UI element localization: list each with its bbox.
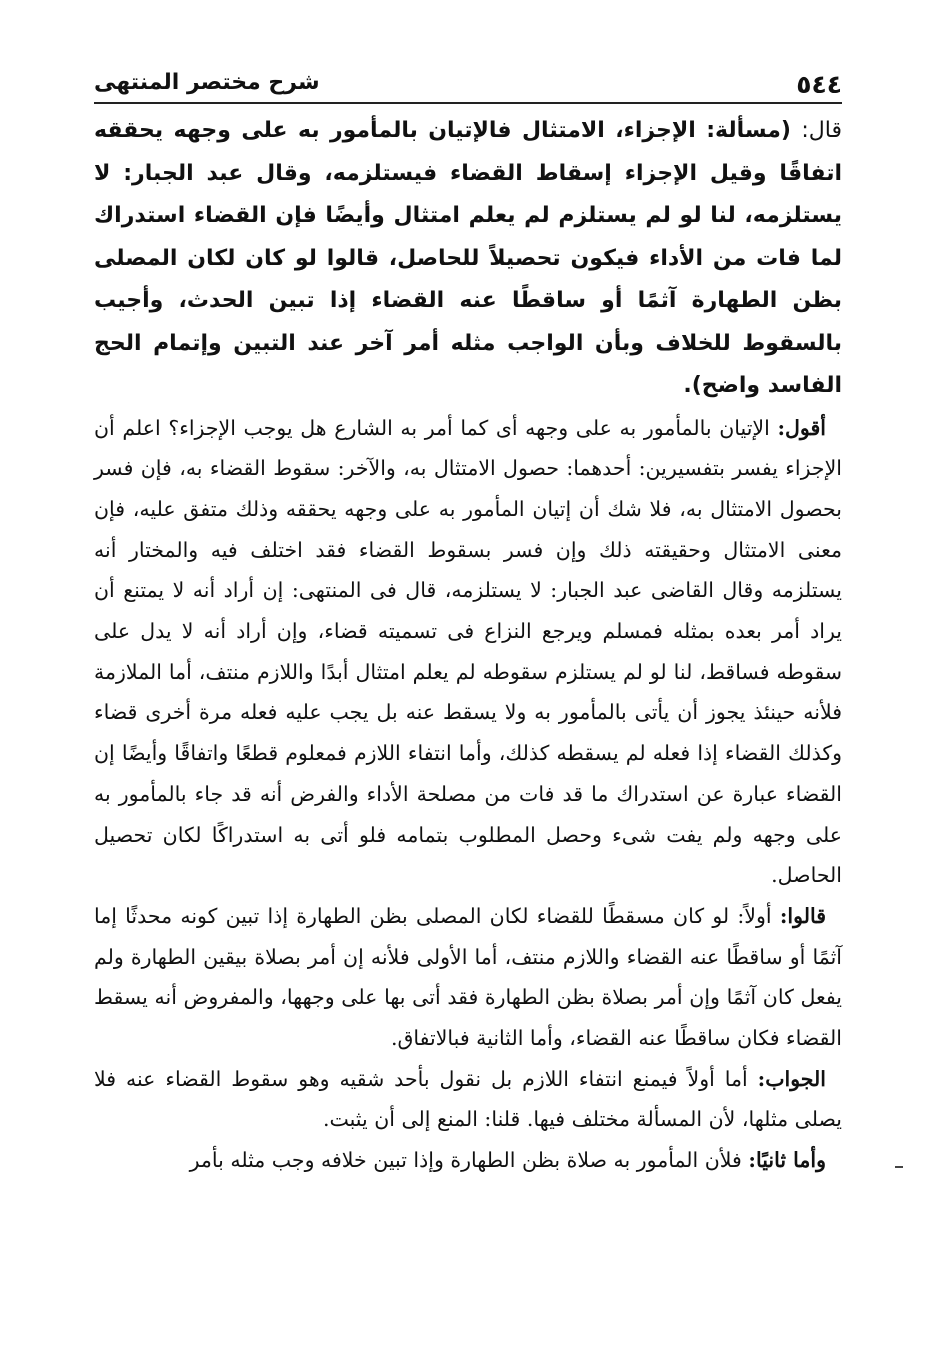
commentary-paragraph [94,408,842,896]
paragraph-lead: وأما ثانيًا: [748,1148,826,1173]
margin-mark [895,1166,903,1168]
answer-paragraph [94,1059,842,1140]
paragraph-text: فلأن المأمور به صلاة بظن الطهارة وإذا تبين خلافه وجب مثله بأمر [189,1148,742,1173]
page-body [94,110,842,1181]
header-divider [94,102,842,104]
paragraph-text: أولاً: لو كان مسقطًا للقضاء لكان المصلى بظن الطهارة إذا تبين كونه محدثًا إما آثمًا أو ساقطًا عنه القضاء واللازم منتف، أما الأولى فلأنه إن أمر بصلاة بيقين الطهارة ولم يفعل كان آثمًا وإن أمر بصلاة بظن الطهارة فقد أتى بها على وجهها، والمفروض أنه يسقط القضاء فكان ساقطًا عنه القضاء، وأما الثانية فبالاتفاق. [94,903,842,1051]
objection-paragraph [94,896,842,1059]
paragraph-text: أما أولاً فيمنع انتفاء اللازم بل نقول بأحد شقيه وهو سقوط القضاء عنه فلا يصلى مثلها، لأن المسألة مختلف فيها. قلنا: المنع إلى أن يثبت. [94,1066,842,1132]
paragraph-lead: أقول: [777,415,826,440]
page-header [94,66,842,102]
paragraph-lead: الجواب: [757,1066,826,1091]
paragraph-lead: قال: [801,118,842,143]
second-answer-paragraph [94,1140,842,1181]
running-title: شرح مختصر المنتهى [94,70,320,95]
page-number: ٥٤٤ [796,70,842,99]
paragraph-lead: قالوا: [779,903,826,928]
paragraph-text: (مسألة: الإجزاء، الامتثال فالإتيان بالمأمور به على وجهه يحققه اتفاقًا وقيل الإجزاء إسقاط القضاء فيستلزمه، وقال عبد الجبار: لا يستلزمه، لنا لو لم يستلزم لم يعلم امتثال وأيضًا فإن القضاء استدراك لما فات من الأداء فيكون تحصيلاً للحاصل، قالوا لو كان لكان المصلى بظن الطهارة آثمًا أو ساقطًا عنه القضاء إذا تبين الحدث، وأجيب بالسقوط للخلاف وبأن الواجب مثله أمر آخر عند التبين وإتمام الحج الفاسد واضح). [94,118,842,398]
paragraph-text: الإتيان بالمأمور به على وجهه أى كما أمر به الشارع هل يوجب الإجزاء؟ اعلم أن الإجزاء يفسر بتفسيرين: أحدهما: حصول الامتثال به، والآخر: سقوط القضاء به، فإن فسر بحصول الامتثال به، فلا شك أن إتيان المأمور به على وجهه يحققه وذلك متفق عليه، فإن معنى الامتثال وحقيقته ذلك وإن فسر بسقوط القضاء فقد اختلف فيه والمختار أنه يستلزمه وقال القاضى عبد الجبار: لا يستلزمه، قال فى المنتهى: إن أراد أنه لا يمتنع أن يراد أمر بعده بمثله فمسلم ويرجع النزاع فى تسميته قضاء، وإن أراد أنه لا يدل على سقوطه فساقط، لنا لو لم يستلزم سقوطه لم يعلم امتثال أبدًا واللازم منتف، أما الملازمة فلأنه حينئذ يجوز أن يأتى بالمأمور به ولا يسقط عنه بل يجب عليه فعله مرة أخرى قضاء وكذلك القضاء إذا فعله لم يسقطه كذلك، وأما انتفاء اللازم فمعلوم قطعًا واتفاقًا وأيضًا إن القضاء عبارة عن استدراك ما قد فات من مصلحة الأداء والفرض أنه قد جاء بالمأمور به على وجهه ولم يفت شىء وحصل المطلوب بتمامه فلو أتى به استدراكًا لكان تحصيل الحاصل. [94,415,842,888]
quoted-text-paragraph [94,110,842,408]
